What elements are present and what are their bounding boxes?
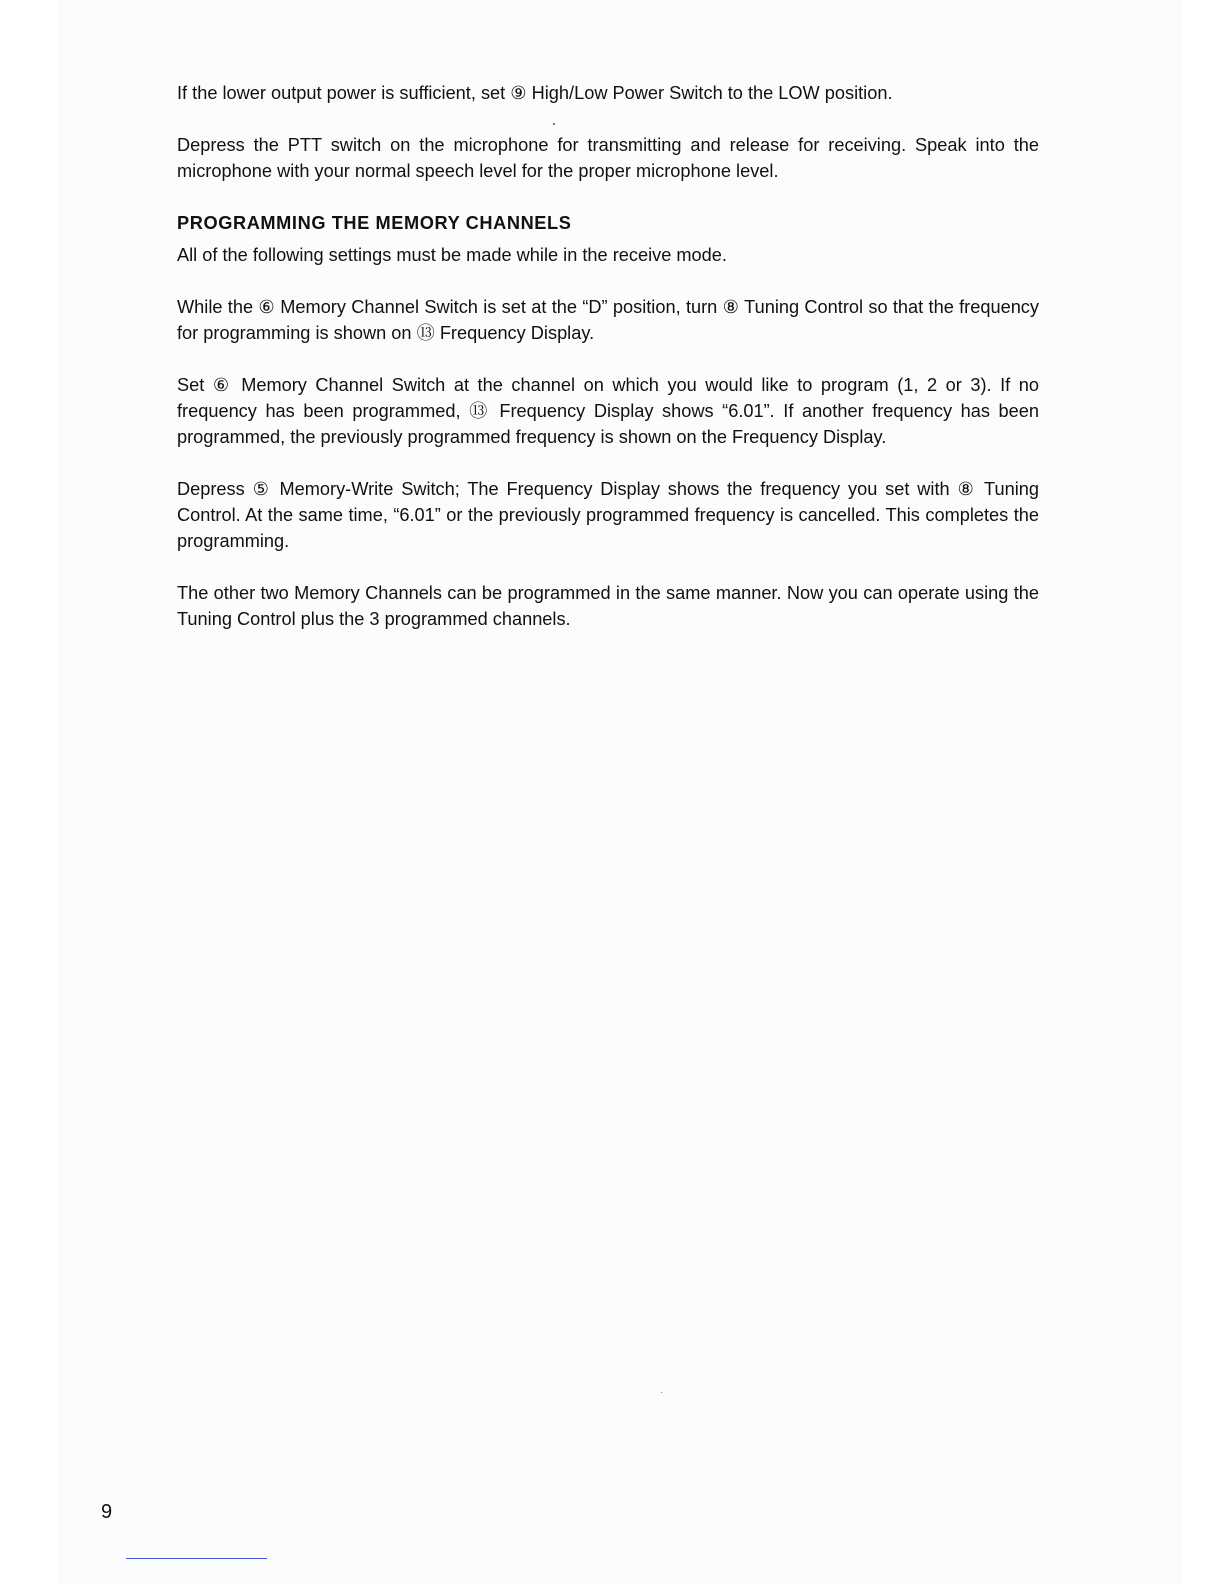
paragraph-set-frequency: While the ⑥ Memory Channel Switch is set at the “D” position, turn ⑧ Tuning Control so that the frequency for programming is shown on ⑬ Frequency Display.: [177, 297, 1039, 343]
page-number: 9: [101, 1501, 113, 1523]
section-heading: PROGRAMMING THE MEMORY CHANNELS: [177, 213, 572, 233]
paragraph-ptt-switch: Depress the PTT switch on the microphone for transmitting and release for receiving. Speak into the microphone with your normal speech level for the proper microphone level.: [177, 135, 1039, 181]
scan-speck: [661, 1392, 662, 1393]
footer-rule: [126, 1558, 267, 1559]
scan-speck: [553, 123, 555, 125]
paragraph-low-power: If the lower output power is sufficient, set ⑨ High/Low Power Switch to the LOW position.: [177, 83, 893, 103]
paragraph-memory-write: Depress ⑤ Memory-Write Switch; The Frequency Display shows the frequency you set with ⑧ Tuning Control. At the same time, “6.01” or the previously programmed frequency is cancelled. This completes the programming.: [177, 479, 1039, 551]
paragraph-receive-mode: All of the following settings must be made while in the receive mode.: [177, 245, 727, 265]
paragraph-other-channels: The other two Memory Channels can be programmed in the same manner. Now you can operate using the Tuning Control plus the 3 programmed channels.: [177, 583, 1039, 629]
paragraph-select-channel: Set ⑥ Memory Channel Switch at the channel on which you would like to program (1, 2 or 3). If no frequency has been programmed, ⑬ Frequency Display shows “6.01”. If another frequency has been programmed, the previously programmed frequency is shown on the Frequency Display.: [177, 375, 1039, 447]
document-body: [177, 80, 1039, 658]
